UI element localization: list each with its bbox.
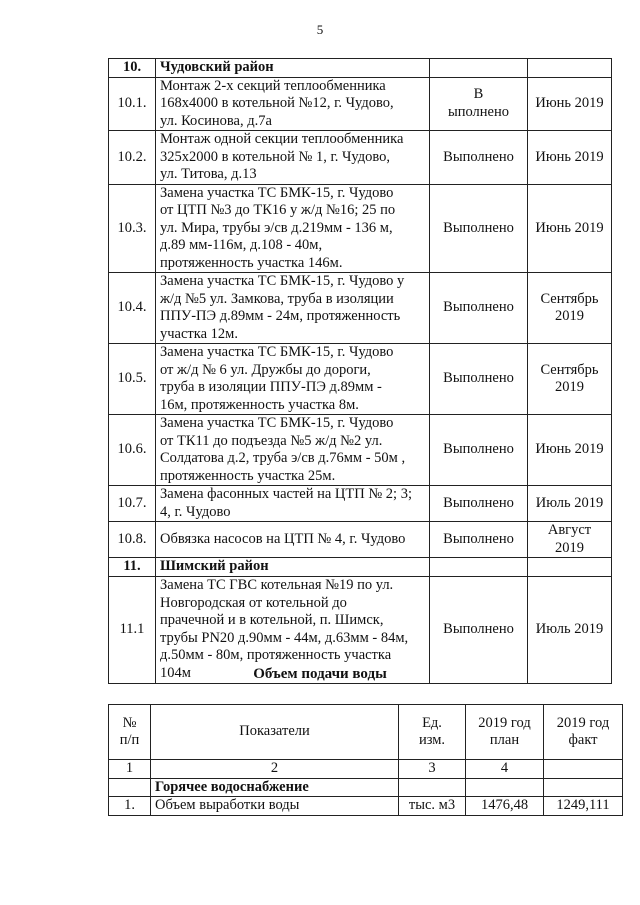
date-cell: Июнь 2019 [528,77,612,131]
date-cell: Июнь 2019 [528,184,612,273]
work-description: Монтаж одной секции теплообменника 325х2000 в котельной № 1, г. Чудово, ул. Титова, д.13 [156,131,430,185]
empty-cell [528,558,612,577]
section-number: 10. [109,59,156,78]
water-index-row [109,760,623,779]
empty-cell [528,59,612,78]
work-description: Замена фасонных частей на ЦТП № 2; 3; 4, г. Чудово [156,486,430,522]
row-number: 10.1. [109,77,156,131]
date-cell: Июль 2019 [528,486,612,522]
row-fact: 1249,111 [544,797,623,816]
work-row [109,273,612,344]
status-cell: Выполнено [430,344,528,415]
header-num: № п/п [109,705,151,760]
header-fact: 2019 год факт [544,705,623,760]
water-table [108,704,623,816]
section-row [109,59,612,78]
row-number: 10.7. [109,486,156,522]
index-cell: 2 [151,760,399,779]
status-cell: Выполнено [430,486,528,522]
status-cell: Выполнено [430,576,528,683]
header-unit: Ед. изм. [399,705,466,760]
row-number: 10.6. [109,415,156,486]
section-number: 11. [109,558,156,577]
row-unit: тыс. м3 [399,797,466,816]
status-cell: В ыполнено [430,77,528,131]
row-number: 10.4. [109,273,156,344]
row-num: 1. [109,797,151,816]
work-row [109,415,612,486]
row-indicator: Объем выработки воды [151,797,399,816]
status-cell: Выполнено [430,415,528,486]
index-cell: 4 [466,760,544,779]
index-cell: 1 [109,760,151,779]
section-title: Шимский район [156,558,430,577]
work-description: Замена участка ТС БМК-15, г. Чудово от ж/д № 6 ул. Дружбы до дороги, труба в изоляции ППУ-ПЭ д.89мм - 16м, протяженность участка 8м. [156,344,430,415]
work-row [109,486,612,522]
row-number: 11.1 [109,576,156,683]
work-description: Монтаж 2-х секций теплообменника 168х4000 в котельной №12, г. Чудово, ул. Косинова, д.7а [156,77,430,131]
work-row [109,184,612,273]
index-cell: 3 [399,760,466,779]
row-number: 10.2. [109,131,156,185]
empty-cell [430,59,528,78]
page-number: 5 [316,22,324,37]
work-description: Замена ТС ГВС котельная №19 по ул. Новгородская от котельной до прачечной и в котельной, п. Шимск, трубы PN20 д.90мм - 44м, д.63мм - 84м, д.50мм - 80м, протяженность участка 104м [156,576,430,683]
work-description: Замена участка ТС БМК-15, г. Чудово от ЦТП №3 до ТК16 у ж/д №16; 25 по ул. Мира, трубы э/св д.219мм - 136 м, д.89 мм-116м, д.108 - 40м, протяженность участка 146м. [156,184,430,273]
empty-cell [430,558,528,577]
work-row [109,522,612,558]
group-title: Горячее водоснабжение [151,778,399,797]
work-description: Замена участка ТС БМК-15, г. Чудово у ж/д №5 ул. Замкова, труба в изоляции ППУ-ПЭ д.89мм - 24м, протяженность участка 12м. [156,273,430,344]
row-number: 10.8. [109,522,156,558]
water-section-title: Объем подачи воды [253,666,387,682]
date-cell: Август 2019 [528,522,612,558]
work-row [109,77,612,131]
date-cell: Июль 2019 [528,576,612,683]
header-indicator: Показатели [151,705,399,760]
status-cell: Выполнено [430,522,528,558]
index-cell [544,760,623,779]
water-data-row [109,797,623,816]
work-description: Обвязка насосов на ЦТП № 4, г. Чудово [156,522,430,558]
row-number: 10.5. [109,344,156,415]
works-table [108,58,612,684]
date-cell: Сентябрь 2019 [528,273,612,344]
work-row [109,344,612,415]
row-number: 10.3. [109,184,156,273]
date-cell: Июнь 2019 [528,415,612,486]
row-plan: 1476,48 [466,797,544,816]
section-row [109,558,612,577]
status-cell: Выполнено [430,273,528,344]
section-title: Чудовский район [156,59,430,78]
work-row [109,131,612,185]
work-description: Замена участка ТС БМК-15, г. Чудово от ТК11 до подъезда №5 ж/д №2 ул. Солдатова д.2, труба э/св д.76мм - 50м , протяженность участка 25м. [156,415,430,486]
status-cell: Выполнено [430,131,528,185]
status-cell: Выполнено [430,184,528,273]
water-header-row [109,705,623,760]
header-plan: 2019 год план [466,705,544,760]
date-cell: Сентябрь 2019 [528,344,612,415]
date-cell: Июнь 2019 [528,131,612,185]
water-group-row [109,778,623,797]
